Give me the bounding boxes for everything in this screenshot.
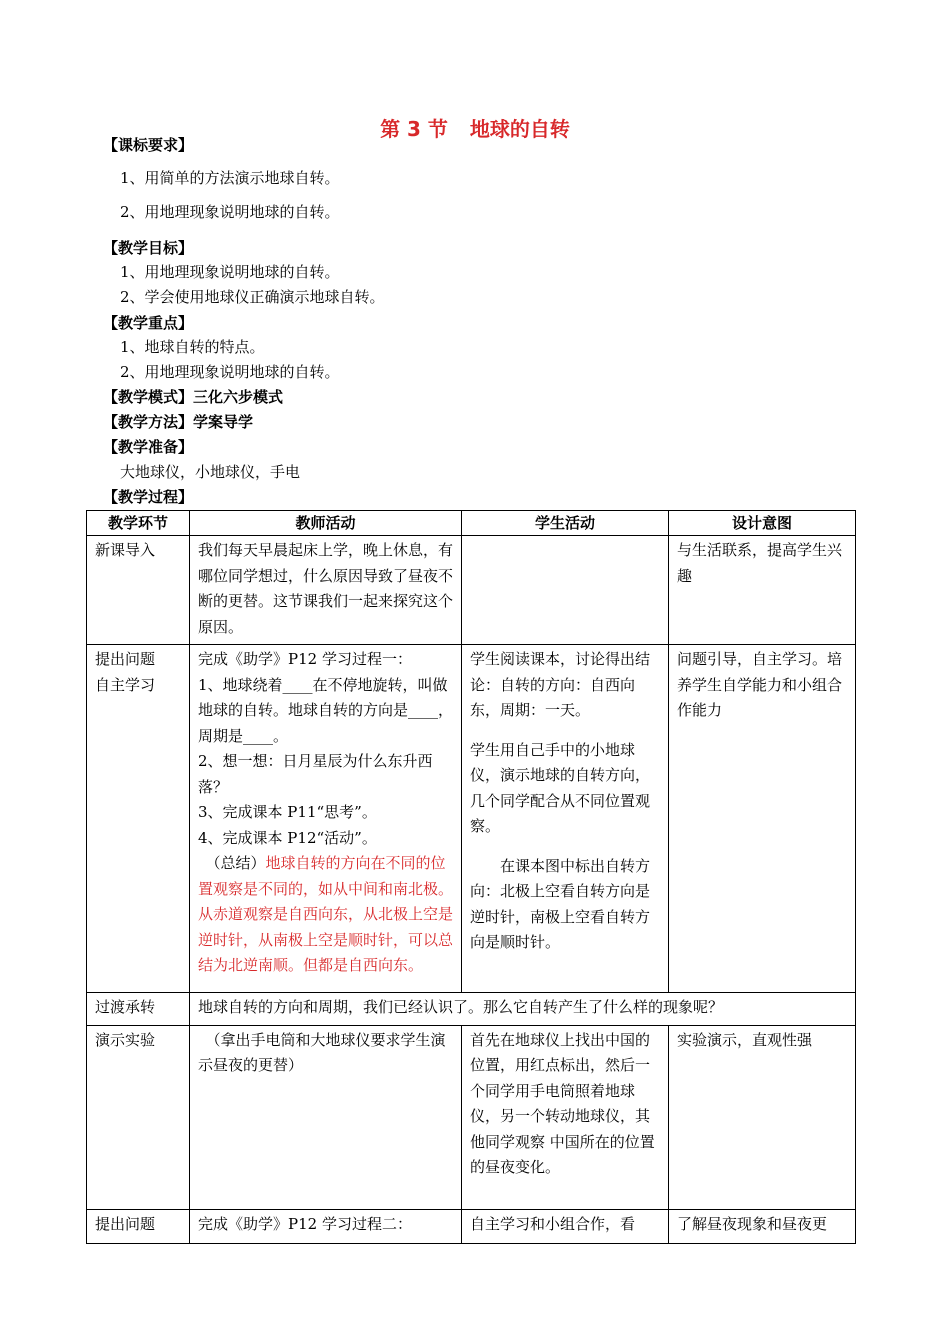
table-row: [87, 536, 856, 645]
student-line: 学生阅读课本，讨论得出结论：自转的方向：自西向东，周期：一天。: [470, 650, 651, 719]
teacher-line: 完成《助学》P12 学习过程一：: [198, 650, 412, 668]
table-header-row: [87, 511, 856, 536]
stage-cell: 提出问题: [87, 1209, 190, 1243]
table-row: [87, 1025, 856, 1209]
prep-heading: 【教学准备】: [103, 438, 194, 456]
objective-item: 1、用地理现象说明地球的自转。: [120, 263, 340, 281]
student-line: 学生用自己手中的小地球仪，演示地球的自转方向，几个同学配合从不同位置观察。: [470, 740, 651, 835]
intent-cell: 与生活联系，提高学生兴趣: [669, 536, 856, 645]
stage-cell: 演示实验: [87, 1025, 190, 1209]
stage-line: 提出问题: [95, 650, 156, 668]
teacher-cell: （拿出手电筒和大地球仪要求学生演示昼夜的更替）: [190, 1025, 462, 1209]
teacher-cell: 完成《助学》P12 学习过程二：: [190, 1209, 462, 1243]
curriculum-item: 1、用简单的方法演示地球自转。: [120, 169, 340, 187]
teacher-line: 2、想一想：日月星辰为什么东升西落？: [198, 752, 433, 796]
teaching-process-table: [86, 510, 856, 1244]
student-line: 在课本图中标出自转方向：北极上空看自转方向是逆时针，南极上空看自转方向是顺时针。: [470, 856, 651, 951]
teacher-line: 1、地球绕着____在不停地旋转，叫做地球的自转。地球自转的方向是____，周期是____。: [198, 675, 454, 745]
stage-cell: 过渡承转: [87, 993, 190, 1026]
table-row: [87, 1209, 856, 1243]
stage-cell: 新课导入: [87, 536, 190, 645]
stage-cell: [87, 645, 190, 993]
keypoint-item: 2、用地理现象说明地球的自转。: [120, 363, 340, 381]
process-heading: 【教学过程】: [103, 488, 194, 506]
teacher-line: 4、完成课本 P12“活动”。: [198, 828, 377, 847]
intent-cell: 问题引导，自主学习。培养学生自学能力和小组合作能力: [669, 645, 856, 993]
header-teacher: 教师活动: [190, 511, 462, 536]
prep-text: 大地球仪，小地球仪，手电: [120, 463, 301, 481]
summary-label: （总结）: [205, 854, 266, 872]
mode-heading: 【教学模式】三化六步模式: [103, 388, 284, 406]
header-student: 学生活动: [462, 511, 669, 536]
table-row: [87, 645, 856, 993]
objectives-heading: 【教学目标】: [103, 239, 194, 257]
keypoints-heading: 【教学重点】: [103, 314, 194, 332]
header-intent: 设计意图: [669, 511, 856, 536]
lesson-name: 地球的自转: [469, 117, 570, 141]
table-row: [87, 993, 856, 1026]
student-cell: [462, 536, 669, 645]
teacher-cell: [190, 645, 462, 993]
header-stage: 教学环节: [87, 511, 190, 536]
method-heading: 【教学方法】学案导学: [103, 413, 254, 431]
summary-text: 地球自转的方向在不同的位置观察是不同的，如从中间和南北极。从赤道观察是自西向东，从北极上空是逆时针，从南极上空是顺时针，可以总结为北逆南顺。但都是自西向东。: [198, 854, 454, 974]
student-cell: 首先在地球仪上找出中国的位置，用红点标出，然后一个同学用手电筒照着地球仪，另一个转动地球仪，其他同学观察 中国所在的位置的昼夜变化。: [462, 1025, 669, 1209]
curriculum-heading: 【课标要求】: [103, 136, 194, 154]
curriculum-item: 2、用地理现象说明地球的自转。: [120, 203, 340, 221]
intent-cell: 实验演示，直观性强: [669, 1025, 856, 1209]
student-cell: [462, 645, 669, 993]
objective-item: 2、学会使用地球仪正确演示地球自转。: [120, 288, 385, 306]
summary-block: [198, 851, 453, 979]
teacher-line: 3、完成课本 P11“思考”。: [198, 803, 377, 821]
stage-line: 自主学习: [95, 675, 156, 694]
intent-cell: 了解昼夜现象和昼夜更: [669, 1209, 856, 1243]
keypoint-item: 1、地球自转的特点。: [120, 338, 265, 356]
teacher-cell: 我们每天早晨起床上学，晚上休息，有哪位同学想过，什么原因导致了昼夜不断的更替。这节课我们一起来探究这个原因。: [190, 536, 462, 645]
student-cell: 自主学习和小组合作，看: [462, 1209, 669, 1243]
transition-cell: 地球自转的方向和周期，我们已经认识了。那么它自转产生了什么样的现象呢？: [190, 993, 856, 1026]
section-number: 第 3 节: [380, 117, 448, 141]
